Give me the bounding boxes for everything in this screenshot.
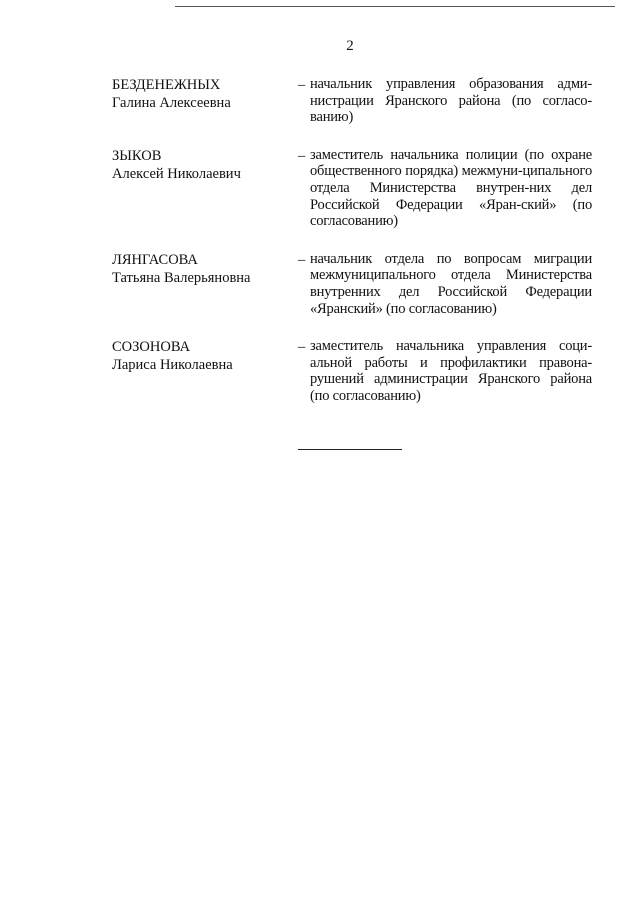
member-surname: ЗЫКОВ [112,147,162,164]
member-entry [112,338,592,404]
member-given-names: Татьяна Валерьяновна [112,269,251,286]
member-given-names: Алексей Николаевич [112,165,241,182]
member-list [112,76,592,405]
member-position: начальник отдела по вопросам миграции межмуниципального отдела Министерства внутренних дел Российской Федерации «Яранский» (по согласованию) [310,250,592,317]
member-given-names: Лариса Николаевна [112,357,233,374]
member-position: начальник управления образования адми-нистрации Яранского района (по согласо-ванию) [310,76,592,126]
member-dash: – [298,251,306,268]
member-dash: – [298,147,306,164]
member-position: заместитель начальника полиции (по охране общественного порядка) межмуни-ципального отдела Министерства внутрен-них дел Российской Федерации «Яран-ский» (по согласованию) [310,146,592,230]
member-surname: ЛЯНГАСОВА [112,251,198,268]
member-given-names: Галина Алексеевна [112,95,231,111]
member-person [112,76,298,126]
member-surname: БЕЗДЕНЕЖНЫХ [112,77,221,93]
member-dash: – [298,77,306,93]
member-person [112,338,298,404]
top-edge-rule [175,6,615,7]
member-dash: – [298,339,306,356]
member-surname: СОЗОНОВА [112,339,191,356]
end-of-list-rule [298,449,402,450]
member-position: заместитель начальника управления соци-альной работы и профилактики правона-рушений администрации Яранского района (по согласованию) [310,338,592,404]
member-person [112,147,298,230]
member-entry [112,147,592,230]
member-person [112,251,298,317]
member-entry [112,251,592,317]
page-number: 2 [346,38,354,54]
member-entry [112,76,592,126]
